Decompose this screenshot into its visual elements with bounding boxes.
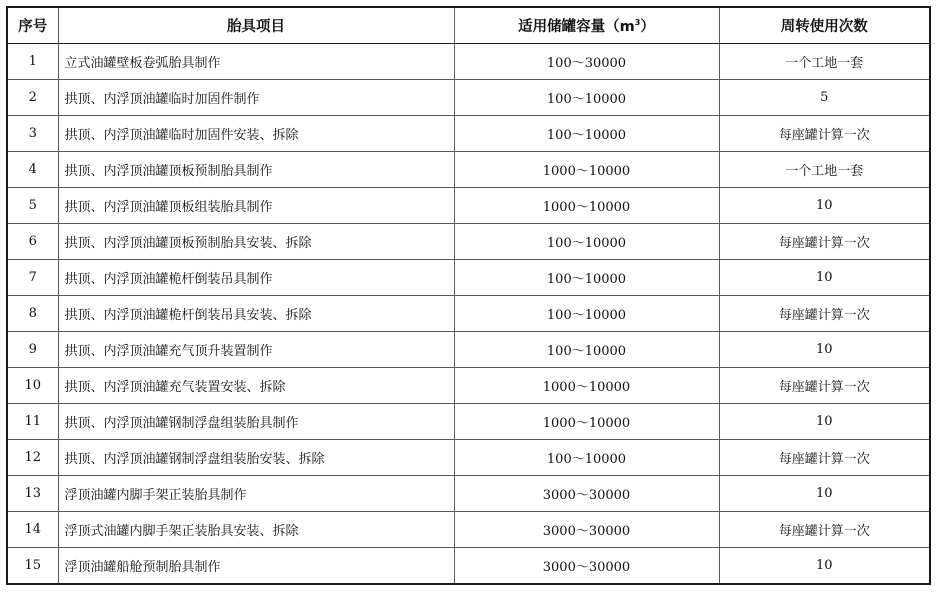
row-no: 12 bbox=[7, 440, 58, 476]
row-no: 2 bbox=[7, 80, 58, 116]
table-row bbox=[7, 152, 930, 188]
row-item: 拱顶、内浮顶油罐临时加固件制作 bbox=[58, 80, 454, 116]
table-row bbox=[7, 188, 930, 224]
row-no: 4 bbox=[7, 152, 58, 188]
row-uses: 5 bbox=[719, 80, 930, 116]
row-range: 100～10000 bbox=[454, 224, 719, 260]
header-range-prefix: 适用储罐容量（m bbox=[518, 19, 635, 35]
table-row bbox=[7, 548, 930, 585]
row-no: 10 bbox=[7, 368, 58, 404]
table-row bbox=[7, 404, 930, 440]
table-row bbox=[7, 512, 930, 548]
row-no: 13 bbox=[7, 476, 58, 512]
header-range-suffix: ） bbox=[640, 19, 655, 35]
table-row bbox=[7, 368, 930, 404]
row-uses: 每座罐计算一次 bbox=[719, 440, 930, 476]
row-range: 100～10000 bbox=[454, 296, 719, 332]
row-no: 5 bbox=[7, 188, 58, 224]
row-item: 拱顶、内浮顶油罐顶板预制胎具制作 bbox=[58, 152, 454, 188]
row-item: 拱顶、内浮顶油罐充气顶升装置制作 bbox=[58, 332, 454, 368]
row-item: 拱顶、内浮顶油罐顶板组装胎具制作 bbox=[58, 188, 454, 224]
row-no: 11 bbox=[7, 404, 58, 440]
table-row bbox=[7, 332, 930, 368]
row-range: 3000～30000 bbox=[454, 512, 719, 548]
row-item: 拱顶、内浮顶油罐临时加固件安装、拆除 bbox=[58, 116, 454, 152]
header-no: 序号 bbox=[7, 7, 58, 44]
row-uses: 每座罐计算一次 bbox=[719, 296, 930, 332]
header-range-unit-sup: 3 bbox=[634, 18, 641, 27]
row-uses: 10 bbox=[719, 260, 930, 296]
row-item: 浮顶式油罐内脚手架正装胎具安装、拆除 bbox=[58, 512, 454, 548]
row-uses: 每座罐计算一次 bbox=[719, 368, 930, 404]
row-range: 3000～30000 bbox=[454, 548, 719, 585]
header-row bbox=[7, 7, 930, 44]
row-no: 1 bbox=[7, 44, 58, 80]
row-item: 拱顶、内浮顶油罐钢制浮盘组装胎具制作 bbox=[58, 404, 454, 440]
table-row bbox=[7, 440, 930, 476]
row-item: 拱顶、内浮顶油罐顶板预制胎具安装、拆除 bbox=[58, 224, 454, 260]
row-uses: 每座罐计算一次 bbox=[719, 224, 930, 260]
table-row bbox=[7, 260, 930, 296]
table-row bbox=[7, 224, 930, 260]
row-item: 拱顶、内浮顶油罐桅杆倒装吊具制作 bbox=[58, 260, 454, 296]
row-range: 1000～10000 bbox=[454, 368, 719, 404]
row-no: 8 bbox=[7, 296, 58, 332]
row-item: 拱顶、内浮顶油罐桅杆倒装吊具安装、拆除 bbox=[58, 296, 454, 332]
row-item: 拱顶、内浮顶油罐充气装置安装、拆除 bbox=[58, 368, 454, 404]
table-row bbox=[7, 476, 930, 512]
row-uses: 每座罐计算一次 bbox=[719, 116, 930, 152]
row-uses: 10 bbox=[719, 476, 930, 512]
row-uses: 每座罐计算一次 bbox=[719, 512, 930, 548]
table-row bbox=[7, 44, 930, 80]
row-uses: 10 bbox=[719, 404, 930, 440]
tooling-table bbox=[6, 6, 931, 585]
row-no: 7 bbox=[7, 260, 58, 296]
table-row bbox=[7, 296, 930, 332]
row-range: 100～10000 bbox=[454, 116, 719, 152]
row-range: 3000～30000 bbox=[454, 476, 719, 512]
row-item: 浮顶油罐船舱预制胎具制作 bbox=[58, 548, 454, 585]
row-no: 6 bbox=[7, 224, 58, 260]
row-uses: 10 bbox=[719, 548, 930, 585]
row-no: 3 bbox=[7, 116, 58, 152]
row-range: 1000～10000 bbox=[454, 188, 719, 224]
row-no: 14 bbox=[7, 512, 58, 548]
row-item: 浮顶油罐内脚手架正装胎具制作 bbox=[58, 476, 454, 512]
table-body bbox=[7, 44, 930, 585]
row-uses: 10 bbox=[719, 188, 930, 224]
row-item: 拱顶、内浮顶油罐钢制浮盘组装胎安装、拆除 bbox=[58, 440, 454, 476]
row-range: 1000～10000 bbox=[454, 152, 719, 188]
row-uses: 一个工地一套 bbox=[719, 152, 930, 188]
row-no: 15 bbox=[7, 548, 58, 585]
header-range bbox=[454, 7, 719, 44]
row-range: 100～10000 bbox=[454, 440, 719, 476]
row-item: 立式油罐壁板卷弧胎具制作 bbox=[58, 44, 454, 80]
table-row bbox=[7, 80, 930, 116]
table-row bbox=[7, 116, 930, 152]
row-range: 1000～10000 bbox=[454, 404, 719, 440]
header-item: 胎具项目 bbox=[58, 7, 454, 44]
row-uses: 一个工地一套 bbox=[719, 44, 930, 80]
row-range: 100～10000 bbox=[454, 80, 719, 116]
table-header bbox=[7, 7, 930, 44]
row-range: 100～30000 bbox=[454, 44, 719, 80]
row-range: 100～10000 bbox=[454, 332, 719, 368]
row-uses: 10 bbox=[719, 332, 930, 368]
row-range: 100～10000 bbox=[454, 260, 719, 296]
row-no: 9 bbox=[7, 332, 58, 368]
header-uses: 周转使用次数 bbox=[719, 7, 930, 44]
